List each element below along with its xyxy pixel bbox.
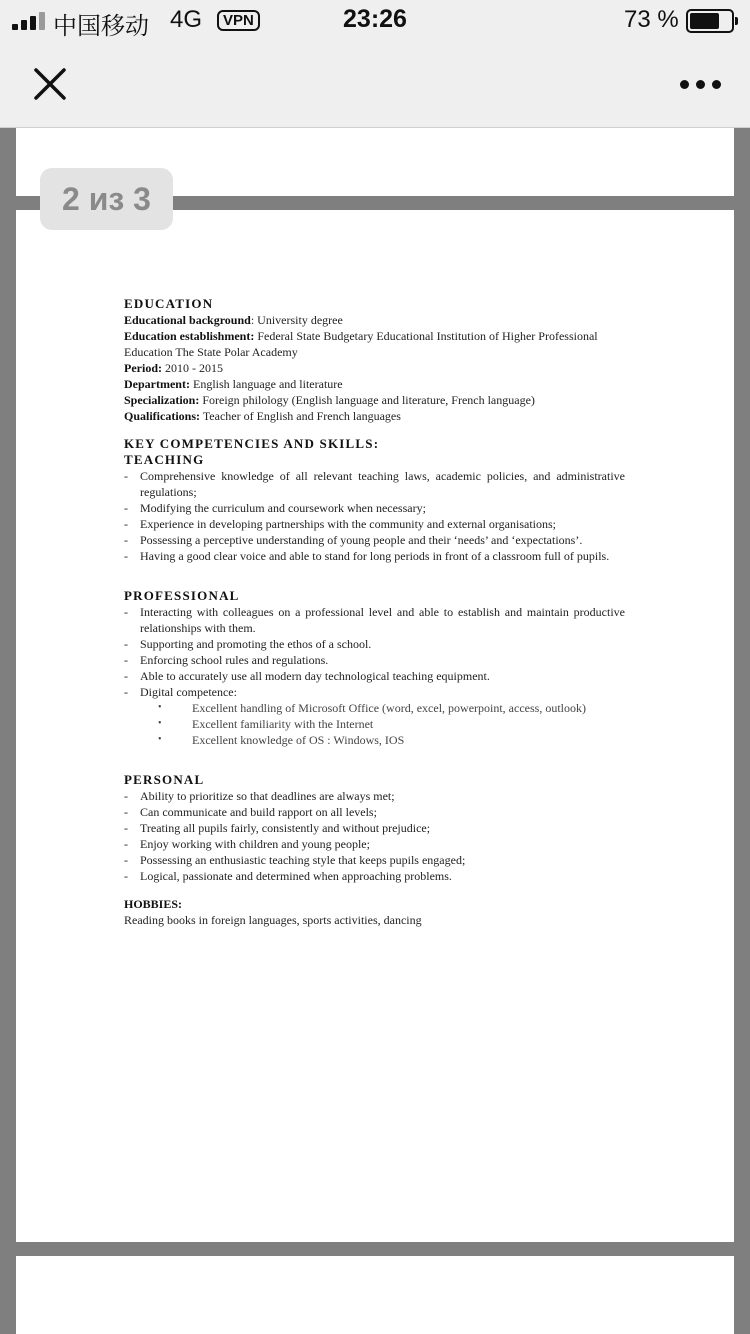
list-item: - Possessing a perceptive understanding of young people and their ‘needs’ and ‘expectations’. xyxy=(124,532,625,548)
list-item: - Modifying the curriculum and coursework when necessary; xyxy=(124,500,625,516)
education-value: 2010 - 2015 xyxy=(165,361,223,375)
list-item: - Digital competence: xyxy=(124,684,625,700)
vpn-badge: VPN xyxy=(217,10,260,31)
list-item: • Excellent handling of Microsoft Office (word, excel, powerpoint, access, outlook) xyxy=(124,700,625,716)
list-item: - Supporting and promoting the ethos of a school. xyxy=(124,636,625,652)
clock: 23:26 xyxy=(343,5,407,33)
battery-icon xyxy=(686,9,734,33)
education-label: Period: xyxy=(124,361,162,375)
list-item: - Comprehensive knowledge of all relevant teaching laws, academic policies, and administrative regulations; xyxy=(124,468,625,500)
close-button[interactable] xyxy=(30,64,70,104)
list-item: - Logical, passionate and determined when approaching problems. xyxy=(124,868,625,884)
list-item: • Excellent knowledge of OS : Windows, IOS xyxy=(124,732,625,748)
list-item: - Ability to prioritize so that deadlines are always met; xyxy=(124,788,625,804)
education-value: University degree xyxy=(257,313,343,327)
list-item: - Enjoy working with children and young people; xyxy=(124,836,625,852)
list-item: - Possessing an enthusiastic teaching style that keeps pupils engaged; xyxy=(124,852,625,868)
education-label: Specialization: xyxy=(124,393,200,407)
page-indicator: 2 из 3 xyxy=(40,168,173,230)
network-type: 4G xyxy=(170,6,203,33)
personal-heading: PERSONAL xyxy=(124,772,205,787)
hobbies-heading: HOBBIES: xyxy=(124,897,183,911)
more-horizontal-icon xyxy=(680,80,689,89)
education-value: Foreign philology (English language and literature, French language) xyxy=(202,393,535,407)
education-label: Qualifications: xyxy=(124,409,201,423)
list-item: - Interacting with colleagues on a professional level and able to establish and maintain productive relationships with them. xyxy=(124,604,625,636)
list-item: - Having a good clear voice and able to stand for long periods in front of a classroom full of pupils. xyxy=(124,548,625,564)
list-item: - Can communicate and build rapport on all levels; xyxy=(124,804,625,820)
personal-list xyxy=(124,788,625,884)
education-row xyxy=(124,376,625,392)
carrier-name: 中国移动 xyxy=(53,13,149,40)
education-details xyxy=(124,312,625,424)
list-item: - Able to accurately use all modern day technological teaching equipment. xyxy=(124,668,625,684)
education-row xyxy=(124,328,625,360)
professional-heading: PROFESSIONAL xyxy=(124,588,240,603)
education-row: Educational background: University degree xyxy=(124,313,343,327)
education-label: Education establishment: xyxy=(124,329,255,343)
next-page xyxy=(16,1256,734,1334)
education-label: Department: xyxy=(124,377,190,391)
education-value: Federal State Budgetary Educational Institution of Higher Professional Education The State Polar Academy xyxy=(124,329,598,359)
education-row xyxy=(124,392,625,408)
battery-percent: 73 % xyxy=(624,6,679,33)
teaching-list xyxy=(124,468,625,564)
resume-content xyxy=(124,296,625,928)
professional-list xyxy=(124,604,625,700)
digital-competence-list xyxy=(124,700,625,748)
viewer-toolbar xyxy=(0,40,750,128)
education-value: Teacher of English and French languages xyxy=(202,409,401,423)
skills-heading: KEY COMPETENCIES AND SKILLS: xyxy=(124,436,380,451)
close-icon xyxy=(30,64,70,104)
more-options-button[interactable] xyxy=(676,72,726,96)
list-item: - Treating all pupils fairly, consistently and without prejudice; xyxy=(124,820,625,836)
list-item: - Enforcing school rules and regulations. xyxy=(124,652,625,668)
education-label: Educational background xyxy=(124,313,251,327)
status-bar xyxy=(0,0,750,40)
hobbies-text: Reading books in foreign languages, sports activities, dancing xyxy=(124,913,422,927)
education-row xyxy=(124,408,625,424)
list-item: • Excellent familiarity with the Internet xyxy=(124,716,625,732)
education-value: English language and literature xyxy=(192,377,343,391)
list-item: - Experience in developing partnerships with the community and external organisations; xyxy=(124,516,625,532)
teaching-heading: TEACHING xyxy=(124,452,205,467)
education-heading: EDUCATION xyxy=(124,296,214,311)
battery-fill xyxy=(690,13,719,29)
education-row xyxy=(124,360,625,376)
